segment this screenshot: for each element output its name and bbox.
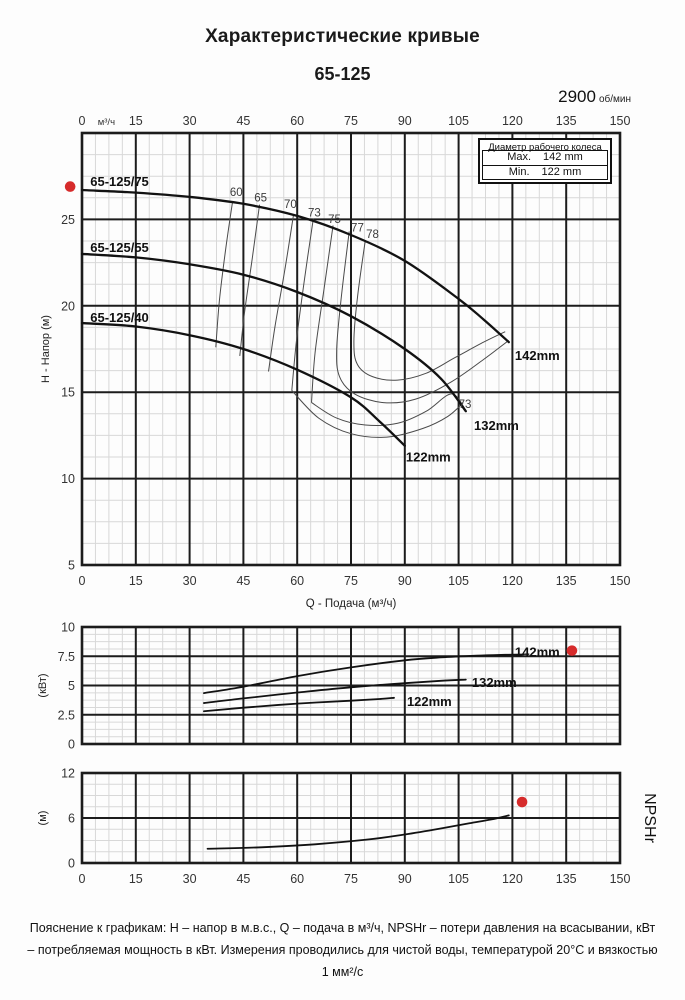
- x-bottom-tick-30: 30: [182, 574, 197, 588]
- marker-dot: [65, 181, 76, 192]
- marker-dot: [517, 797, 528, 808]
- x-bottom-tick-150: 150: [609, 574, 631, 588]
- legend-max-label: Max.: [507, 151, 532, 163]
- legend-min-value: 122 mm: [541, 165, 582, 178]
- annotation-65-125-75: 65-125/75: [90, 174, 149, 190]
- annotation-132mm: 132mm: [474, 418, 519, 434]
- y-tick-25: 25: [61, 212, 75, 227]
- x-bottom-tick-15: 15: [128, 574, 143, 588]
- x-axis-unit: м³/ч: [97, 117, 116, 128]
- efficiency-line-73: [292, 219, 314, 391]
- x-bottom-tick-105: 105: [448, 574, 470, 588]
- y-tick-0: 0: [68, 737, 75, 752]
- head-chart: [40, 114, 630, 610]
- legend-row-min: [483, 165, 607, 180]
- x-axis-title: Q - Подача (м³/ч): [305, 598, 397, 610]
- x-bottom-tick-45: 45: [236, 574, 251, 588]
- y-axis-title: Н - Напор (м): [40, 315, 52, 383]
- x-top-tick-30: 30: [182, 114, 197, 128]
- impeller-legend: [478, 138, 612, 184]
- npshr-axis-label: NPSHr: [641, 793, 658, 843]
- annotation-77: 77: [351, 222, 364, 235]
- legend-min-label: Min.: [508, 165, 530, 178]
- rpm-unit: об/мин: [598, 94, 631, 105]
- x-bottom-tick-60: 60: [290, 872, 305, 886]
- npsh-chart: [37, 767, 658, 887]
- x-top-tick-150: 150: [609, 114, 631, 128]
- x-bottom-tick-75: 75: [344, 574, 358, 588]
- annotation-65-125-40: 65-125/40: [90, 310, 149, 326]
- legend-row-max: [483, 151, 607, 165]
- x-top-tick-60: 60: [290, 114, 305, 128]
- y-tick-10: 10: [61, 472, 75, 487]
- x-top-tick-135: 135: [555, 114, 577, 128]
- annotation-73: 73: [458, 399, 472, 412]
- x-top-tick-105: 105: [448, 114, 470, 128]
- x-bottom-tick-75: 75: [344, 872, 358, 886]
- annotation-73: 73: [308, 207, 321, 220]
- x-bottom-tick-60: 60: [290, 574, 305, 588]
- x-bottom-tick-90: 90: [397, 872, 412, 886]
- y-axis-title: (м): [37, 810, 49, 826]
- efficiency-line-78: [354, 240, 505, 380]
- footer-note: Пояснение к графикам: Н – напор в м.в.с., Q – подача в м³/ч, NPSHr – потери давления на всасывании, кВт – потребляемая мощность в кВт. Измерения проводились для чистой воды, температурой 20°C и вязкостью 1 мм²/с: [27, 921, 658, 979]
- y-tick-20: 20: [61, 299, 75, 314]
- annotation-60: 60: [229, 187, 243, 200]
- annotation-132mm: 132mm: [471, 674, 517, 690]
- y-tick-7.5: 7.5: [57, 649, 75, 664]
- marker-dot: [567, 645, 578, 656]
- efficiency-line-75-closure: [312, 394, 466, 426]
- annotation-70: 70: [283, 198, 297, 211]
- y-tick-15: 15: [61, 385, 75, 400]
- x-bottom-tick-120: 120: [501, 872, 523, 886]
- page-title: Характеристические кривые: [205, 26, 480, 47]
- legend-body: [482, 150, 608, 180]
- x-bottom-tick-135: 135: [555, 872, 577, 886]
- annotation-122mm: 122mm: [405, 449, 451, 465]
- y-axis-title: (кВт): [37, 673, 49, 698]
- legend-header: Диаметр рабочего колеса: [488, 142, 602, 153]
- x-bottom-tick-150: 150: [609, 872, 631, 886]
- y-tick-10: 10: [61, 620, 75, 635]
- annotation-142mm: 142mm: [514, 644, 560, 660]
- annotation-65: 65: [254, 192, 268, 205]
- y-tick-5: 5: [68, 679, 75, 693]
- y-tick-5: 5: [68, 558, 75, 573]
- curve-NPSHr: [208, 815, 509, 848]
- x-bottom-tick-120: 120: [501, 574, 523, 588]
- x-bottom-tick-135: 135: [555, 574, 577, 588]
- y-tick-2.5: 2.5: [57, 708, 75, 723]
- rpm-value: 2900: [558, 87, 596, 106]
- annotation-75: 75: [328, 214, 341, 227]
- x-bottom-tick-45: 45: [236, 872, 251, 886]
- x-bottom-tick-105: 105: [448, 872, 470, 886]
- y-tick-12: 12: [61, 766, 75, 781]
- efficiency-line-70: [269, 214, 294, 371]
- x-top-tick-75: 75: [344, 114, 358, 128]
- x-bottom-tick-15: 15: [128, 872, 143, 886]
- x-top-tick-0: 0: [78, 114, 86, 128]
- x-top-tick-120: 120: [501, 114, 523, 128]
- y-tick-0: 0: [68, 856, 75, 871]
- x-bottom-tick-30: 30: [182, 872, 197, 886]
- y-tick-6: 6: [68, 811, 75, 826]
- x-bottom-tick-0: 0: [78, 574, 86, 588]
- x-top-tick-15: 15: [128, 114, 143, 128]
- x-bottom-tick-0: 0: [78, 872, 86, 886]
- annotation-65-125-55: 65-125/55: [90, 240, 149, 256]
- annotation-122mm: 122mm: [406, 693, 452, 709]
- x-top-tick-45: 45: [236, 114, 251, 128]
- annotation-142mm: 142mm: [514, 348, 560, 364]
- efficiency-line-75: [312, 225, 334, 402]
- legend-max-value: 142 mm: [543, 151, 583, 163]
- model-title: 65-125: [314, 64, 371, 84]
- x-top-tick-90: 90: [397, 114, 412, 128]
- x-bottom-tick-90: 90: [397, 574, 412, 588]
- power-chart: [37, 621, 620, 752]
- annotation-78: 78: [366, 229, 379, 242]
